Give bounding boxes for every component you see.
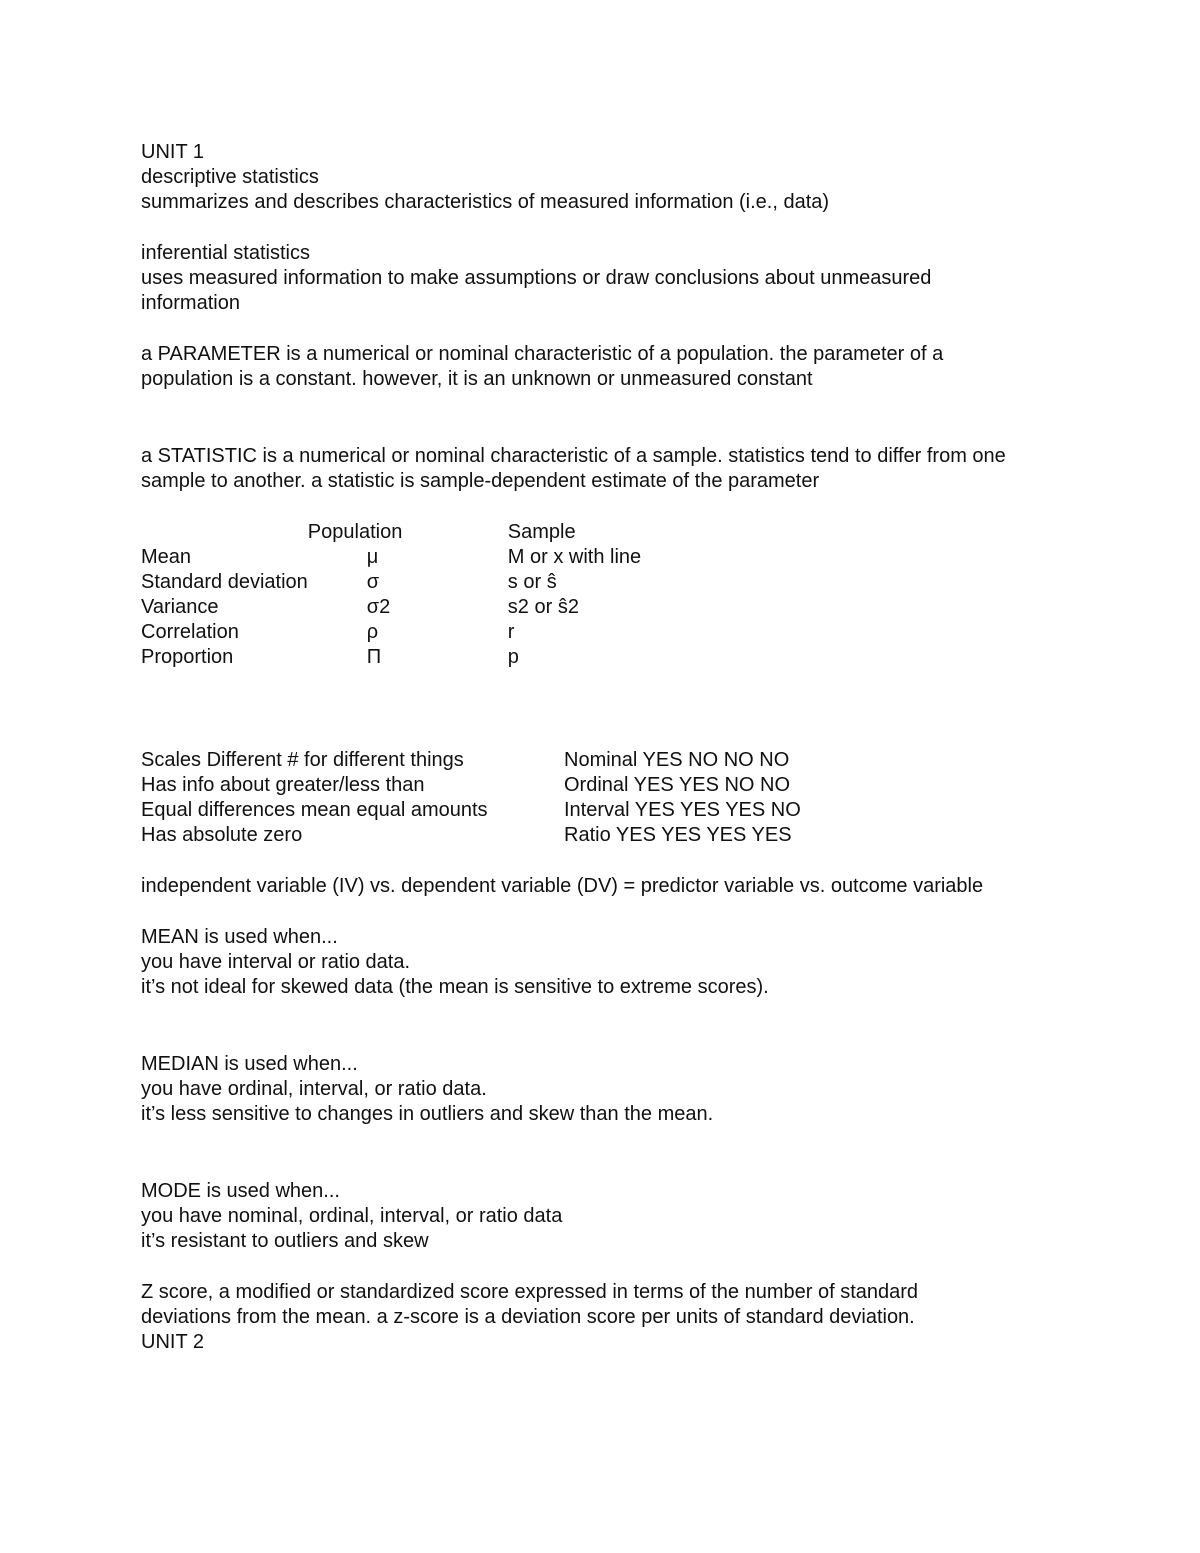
- spacer: [141, 848, 1081, 874]
- spacer: [141, 1127, 1081, 1179]
- symbol-population: μ: [366, 546, 379, 568]
- mean-line-2: it’s not ideal for skewed data (the mean is sensitive to extreme scores).: [141, 976, 769, 998]
- symbol-table-header: [141, 520, 708, 545]
- spacer: [141, 316, 1081, 342]
- scales-row: [141, 798, 964, 823]
- symbol-header-sample: Sample: [507, 521, 576, 543]
- descriptive-title: descriptive statistics: [141, 166, 319, 188]
- spacer: [141, 1254, 1081, 1280]
- mode-title: MODE is used when...: [141, 1180, 340, 1202]
- symbol-measure: Proportion: [141, 646, 234, 668]
- symbol-population: σ2: [366, 596, 391, 618]
- inferential-title: inferential statistics: [141, 242, 310, 264]
- symbol-row: [141, 595, 708, 620]
- document-page: [141, 140, 1081, 1355]
- mode-line-2: it’s resistant to outliers and skew: [141, 1230, 429, 1252]
- symbol-population: Π: [366, 646, 382, 668]
- mean-title: MEAN is used when...: [141, 926, 338, 948]
- unit2-heading: UNIT 2: [141, 1331, 204, 1353]
- scale-property: Scales Different # for different things: [141, 749, 464, 771]
- symbol-header-population: Population: [307, 521, 403, 543]
- scale-property: Has info about greater/less than: [141, 774, 425, 796]
- symbol-table: [141, 520, 708, 670]
- symbol-measure: Standard deviation: [141, 571, 308, 593]
- statistic-paragraph: a STATISTIC is a numerical or nominal characteristic of a sample. statistics tend to differ from one sample to another. a statistic is sample-dependent estimate of the parameter: [141, 445, 1006, 492]
- symbol-sample: M or x with line: [507, 546, 642, 568]
- symbol-measure: Mean: [141, 546, 192, 568]
- spacer: [141, 899, 1081, 925]
- symbol-row: [141, 545, 708, 570]
- median-line-2: it’s less sensitive to changes in outliers and skew than the mean.: [141, 1103, 714, 1125]
- parameter-paragraph: a PARAMETER is a numerical or nominal characteristic of a population. the parameter of a population is a constant. however, it is an unknown or unmeasured constant: [141, 343, 944, 390]
- scale-values: Ratio YES YES YES YES: [564, 824, 792, 846]
- symbol-measure: Variance: [141, 596, 219, 618]
- scales-table: [141, 748, 964, 848]
- symbol-sample: p: [507, 646, 519, 668]
- symbol-sample: s or ŝ: [507, 571, 557, 593]
- scale-values: Ordinal YES YES NO NO: [564, 774, 791, 796]
- zscore-paragraph: Z score, a modified or standardized score expressed in terms of the number of standard deviations from the mean. a z-score is a deviation score per units of standard deviation.: [141, 1281, 919, 1328]
- scale-property: Has absolute zero: [141, 824, 303, 846]
- symbol-row: [141, 570, 708, 595]
- spacer: [141, 494, 1081, 520]
- symbol-population: ρ: [366, 621, 379, 643]
- scales-row: [141, 823, 964, 848]
- symbol-sample: r: [507, 621, 515, 643]
- spacer: [141, 670, 1081, 748]
- scale-values: Interval YES YES YES NO: [564, 799, 801, 821]
- scales-row: [141, 773, 964, 798]
- symbol-row: [141, 645, 708, 670]
- descriptive-definition: summarizes and describes characteristics of measured information (i.e., data): [141, 191, 830, 213]
- symbol-row: [141, 620, 708, 645]
- inferential-definition: uses measured information to make assumptions or draw conclusions about unmeasured information: [141, 267, 932, 314]
- mode-line-1: you have nominal, ordinal, interval, or ratio data: [141, 1205, 563, 1227]
- unit1-heading: UNIT 1: [141, 141, 204, 163]
- scales-row: [141, 748, 964, 773]
- scale-values: Nominal YES NO NO NO: [564, 749, 790, 771]
- spacer: [141, 392, 1081, 444]
- symbol-measure: Correlation: [141, 621, 239, 643]
- symbol-sample: s2 or ŝ2: [507, 596, 579, 618]
- median-line-1: you have ordinal, interval, or ratio data.: [141, 1078, 487, 1100]
- symbol-header-blank: [141, 520, 308, 545]
- mean-line-1: you have interval or ratio data.: [141, 951, 411, 973]
- spacer: [141, 1000, 1081, 1052]
- symbol-population: σ: [366, 571, 380, 593]
- scale-property: Equal differences mean equal amounts: [141, 799, 488, 821]
- median-title: MEDIAN is used when...: [141, 1053, 358, 1075]
- variables-line: independent variable (IV) vs. dependent variable (DV) = predictor variable vs. outcome variable: [141, 875, 984, 897]
- spacer: [141, 215, 1081, 241]
